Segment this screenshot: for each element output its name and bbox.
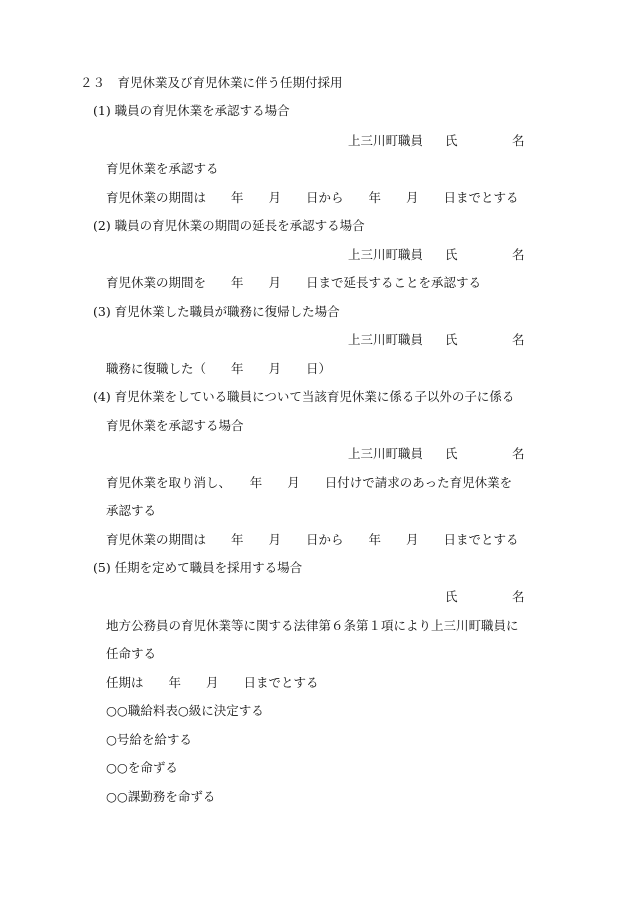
section-5-line-5: ○号給を給する: [106, 732, 192, 747]
section-5-line-2: 任命する: [106, 646, 157, 661]
section-1-org-label: 上三川町職員: [348, 133, 424, 148]
section-3-org-label: 上三川町職員: [348, 332, 424, 347]
section-5-shi-label: 氏: [445, 589, 458, 604]
document-title: ２３ 育児休業及び育児休業に伴う任期付採用: [80, 75, 343, 90]
section-1-heading: (1) 職員の育児休業を承認する場合: [93, 103, 290, 118]
section-3-shi-label: 氏: [445, 332, 458, 347]
section-5-heading: (5) 任期を定めて職員を採用する場合: [93, 560, 303, 575]
section-2-mei-label: 名: [512, 247, 525, 262]
section-4-line-2: 承認する: [106, 503, 157, 518]
section-2-org-label: 上三川町職員: [348, 247, 424, 262]
section-1-line-1: 育児休業を承認する: [106, 161, 219, 176]
section-3-mei-label: 名: [512, 332, 525, 347]
section-5-line-7: ○○課勤務を命ずる: [106, 789, 216, 804]
section-4-shi-label: 氏: [445, 446, 458, 461]
section-5-line-4: ○○職給料表○級に決定する: [106, 703, 264, 718]
section-4-heading-cont: 育児休業を承認する場合: [106, 418, 244, 433]
section-1-shi-label: 氏: [445, 133, 458, 148]
section-3-heading: (3) 育児休業した職員が職務に復帰した場合: [93, 304, 340, 319]
section-1-line-2: 育児休業の期間は 年 月 日から 年 月 日までとする: [106, 190, 519, 205]
section-5-mei-label: 名: [512, 589, 525, 604]
section-2-shi-label: 氏: [445, 247, 458, 262]
section-3-line-1: 職務に復職した（ 年 月 日）: [106, 361, 332, 376]
section-2-heading: (2) 職員の育児休業の期間の延長を承認する場合: [93, 218, 365, 233]
section-4-mei-label: 名: [512, 446, 525, 461]
section-5-line-3: 任期は 年 月 日までとする: [106, 675, 319, 690]
section-4-org-label: 上三川町職員: [348, 446, 424, 461]
section-5-line-6: ○○を命ずる: [106, 760, 178, 775]
section-4-line-1: 育児休業を取り消し、 年 月 日付けで請求のあった育児休業を: [106, 475, 513, 490]
section-1-mei-label: 名: [512, 133, 525, 148]
section-2-line-1: 育児休業の期間を 年 月 日まで延長することを承認する: [106, 275, 482, 290]
section-4-line-3: 育児休業の期間は 年 月 日から 年 月 日までとする: [106, 532, 519, 547]
section-4-heading: (4) 育児休業をしている職員について当該育児休業に係る子以外の子に係る: [93, 389, 515, 404]
section-5-line-1: 地方公務員の育児休業等に関する法律第６条第１項により上三川町職員に: [106, 618, 519, 633]
